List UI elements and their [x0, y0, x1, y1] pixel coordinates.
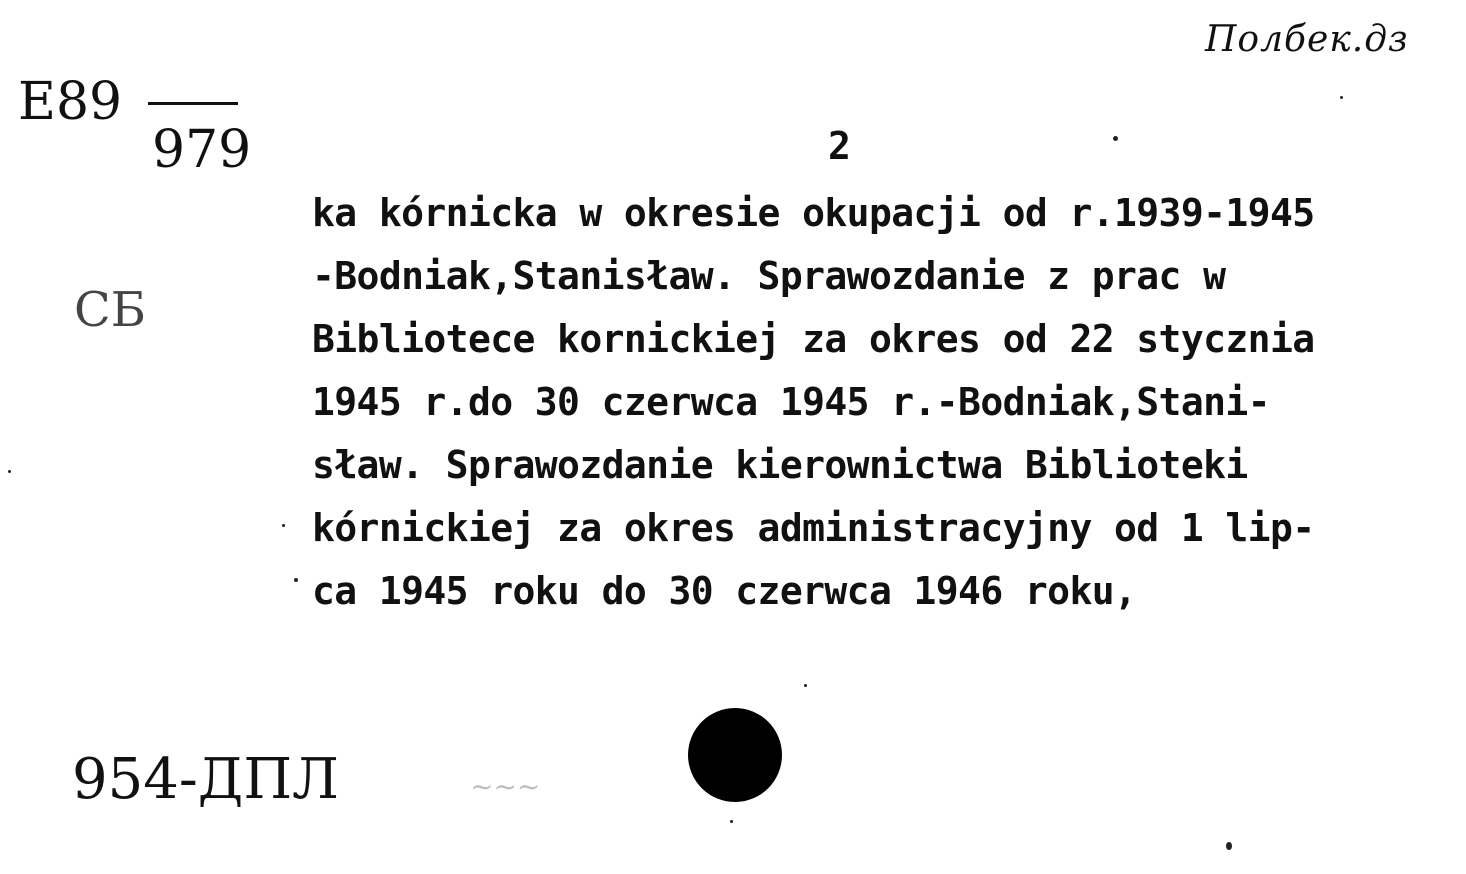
text-line: -Bodniak,Stanisław. Sprawozdanie z prac w: [312, 254, 1226, 298]
speck: [294, 578, 298, 582]
typed-text-block: [312, 182, 1432, 623]
handwritten-code-bottom: 954-ДПЛ: [72, 747, 339, 812]
text-line: sław. Sprawozdanie kierownictwa Biblioteki: [312, 443, 1248, 487]
text-line: Bibliotece kornickiej za okres od 22 stycznia: [312, 317, 1315, 361]
handwritten-note-top-right: Полбек.дз: [1205, 19, 1409, 60]
speck: [1226, 842, 1232, 850]
speck: [730, 820, 733, 823]
punch-hole: [688, 708, 782, 802]
faint-scribble: ~~~: [470, 770, 541, 803]
page-number: 2: [828, 124, 851, 168]
shelfmark-bottom: 979: [152, 120, 252, 180]
text-line: ca 1945 roku do 30 czerwca 1946 roku,: [312, 569, 1137, 613]
margin-mark: СБ: [74, 282, 146, 338]
speck: [1113, 136, 1118, 141]
speck: [1340, 96, 1343, 99]
text-line: ka kórnicka w okresie okupacji od r.1939-1945: [312, 191, 1315, 235]
text-line: kórnickiej za okres administracyjny od 1 lip-: [312, 506, 1315, 550]
speck: [804, 684, 807, 687]
shelfmark-top: E89: [18, 72, 123, 132]
speck: [282, 524, 285, 527]
text-line: 1945 r.do 30 czerwca 1945 r.-Bodniak,Stani-: [312, 380, 1270, 424]
shelfmark-divider: [148, 102, 238, 105]
speck: [8, 470, 11, 473]
